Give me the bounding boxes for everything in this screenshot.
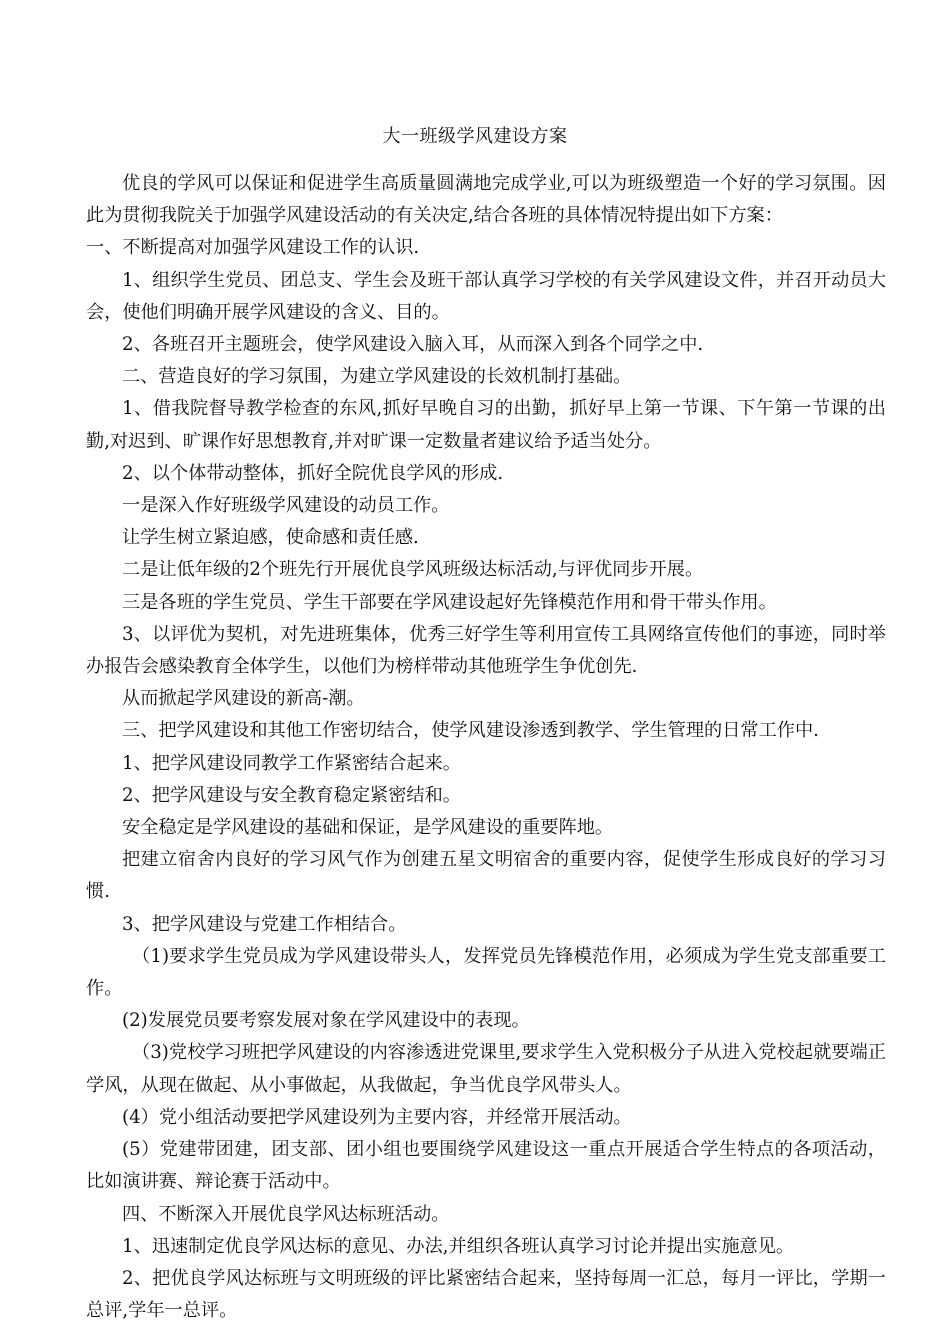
paragraph: 让学生树立紧迫感，使命感和责任感. <box>122 527 419 549</box>
paragraph: 3、把学风建设与党建工作相结合。 <box>122 913 407 935</box>
paragraph: 3、以评优为契机，对先进班集体，优秀三好学生等利用宣传工具网络宣传他们的事迹，同时举办报告会感染教育全体学生，以他们为榜样带动其他班学生争优创先. <box>86 623 886 678</box>
paragraph: 2、把学风建设与安全教育稳定紧密结和。 <box>122 784 461 806</box>
section-heading-3: 三、把学风建设和其他工作密切结合，使学风建设渗透到教学、学生管理的日常工作中. <box>122 720 819 742</box>
paragraph: （1)要求学生党员成为学风建设带头人，发挥党员先锋模范作用，必须成为学生党支部重要工作。 <box>86 945 886 1000</box>
paragraph: 2、以个体带动整体，抓好全院优良学风的形成. <box>122 462 504 484</box>
paragraph: 一是深入作好班级学风建设的动员工作。 <box>122 495 450 517</box>
paragraph: 2、把优良学风达标班与文明班级的评比紧密结合起来，坚持每周一汇总，每月一评比，学期一总评,学年一总评。 <box>86 1267 886 1322</box>
paragraph: (5）党建带团建，团支部、团小组也要围绕学风建设这一重点开展适合学生特点的各项活动，比如演讲赛、辩论赛于活动中。 <box>86 1139 886 1193</box>
section-heading-4: 四、不断深入开展优良学风达标班活动。 <box>122 1203 450 1225</box>
section-heading-1: 一、不断提高对加强学风建设工作的认识. <box>86 237 420 259</box>
paragraph: 2、各班召开主题班会，使学风建设入脑入耳，从而深入到各个同学之中. <box>122 334 704 356</box>
paragraph: 二是让低年级的2个班先行开展优良学风班级达标活动,与评优同步开展。 <box>122 559 704 581</box>
paragraph: (4）党小组活动要把学风建设列为主要内容，并经常开展活动。 <box>122 1106 632 1128</box>
paragraph: 把建立宿舍内良好的学习风气作为创建五星文明宿舍的重要内容，促使学生形成良好的学习习惯. <box>86 849 886 903</box>
paragraph-intro: 优良的学风可以保证和促进学生高质量圆满地完成学业,可以为班级塑造一个好的学习氛围。因此为贯彻我院关于加强学风建设活动的有关决定,结合各班的具体情况特提出如下方案： <box>86 173 886 227</box>
paragraph: 三是各班的学生党员、学生干部要在学风建设起好先锋模范作用和骨干带头作用。 <box>122 591 777 613</box>
paragraph: 1、迅速制定优良学风达标的意见、办法,并组织各班认真学习讨论并提出实施意见。 <box>122 1235 795 1257</box>
paragraph: 1、借我院督导教学检查的东风,抓好早晚自习的出勤，抓好早上第一节课、下午第一节课的出勤,对迟到、旷课作好思想教育,并对旷课一定数量者建议给予适当处分。 <box>86 398 886 452</box>
paragraph: （3)党校学习班把学风建设的内容渗透进党课里,要求学生入党积极分子从进入党校起就要端正学风，从现在做起、从小事做起，从我做起，争当优良学风带头人。 <box>86 1042 886 1096</box>
document-title: 大一班级学风建设方案 <box>382 126 568 147</box>
paragraph: 1、把学风建设同教学工作紧密结合起来。 <box>122 752 461 774</box>
paragraph: 安全稳定是学风建设的基础和保证，是学风建设的重要阵地。 <box>122 817 614 839</box>
section-heading-2: 二、营造良好的学习氛围，为建立学风建设的长效机制打基础。 <box>122 366 632 388</box>
document-body <box>86 168 886 1327</box>
paragraph: 1、组织学生党员、团总支、学生会及班干部认真学习学校的有关学风建设文件，并召开动员大会，使他们明确开展学风建设的含义、目的。 <box>86 269 886 323</box>
paragraph: (2)发展党员要考察发展对象在学风建设中的表现。 <box>122 1010 530 1032</box>
paragraph: 从而掀起学风建设的新高-潮。 <box>122 688 365 710</box>
